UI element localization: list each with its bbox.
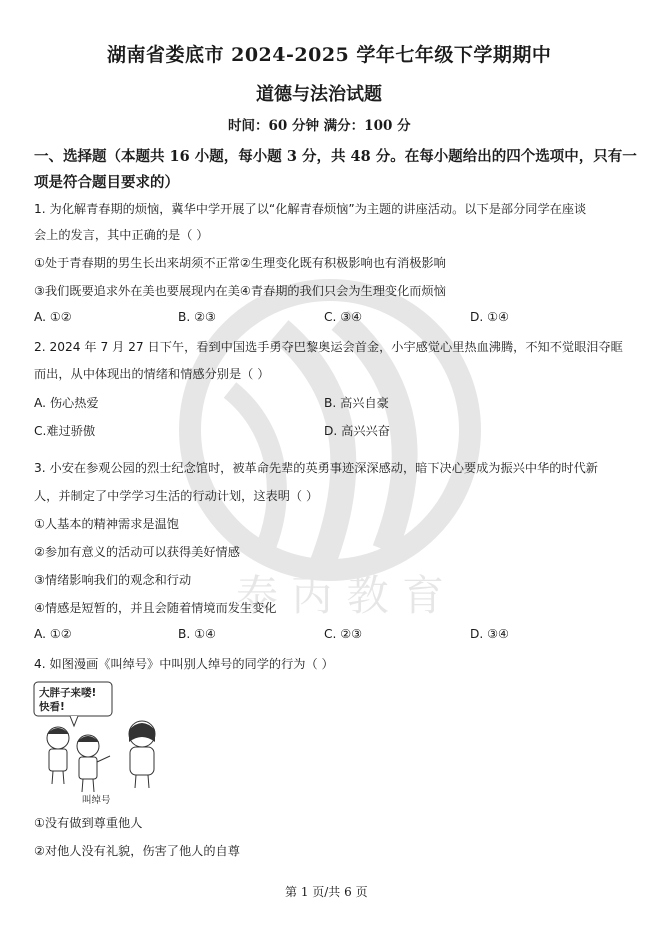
page-subtitle: 道德与法治试题 <box>256 84 382 105</box>
q1-option-b[interactable]: B. ②③ <box>178 310 216 324</box>
q2-stem-line2: 而出，从中体现出的情绪和情感分别是（ ） <box>34 367 270 381</box>
q2-option-b[interactable]: B. 高兴自豪 <box>324 396 389 410</box>
section-heading-line2: 项是符合题目要求的） <box>34 174 179 191</box>
q1-stem-line1: 1. 为化解青春期的烦恼，冀华中学开展了以“化解青春烦恼”为主题的讲座活动。以下是部分同学在座谈 <box>34 202 587 216</box>
page-footer: 第 1 页/共 6 页 <box>285 885 368 899</box>
q3-option-a[interactable]: A. ①② <box>34 627 72 641</box>
exam-time-info: 时间：60 分钟 满分：100 分 <box>228 118 411 134</box>
q3-option-b[interactable]: B. ①④ <box>178 627 216 641</box>
q1-item-line2: ③我们既要追求外在美也要展现内在美④青春期的我们只会为生理变化而烦恼 <box>34 284 446 298</box>
q4-stem: 4. 如图漫画《叫绰号》中叫别人绰号的同学的行为（ ） <box>34 657 334 671</box>
q2-option-c[interactable]: C.难过骄傲 <box>34 424 96 438</box>
q4-item-1: ①没有做到尊重他人 <box>34 816 143 830</box>
q3-stem-line1: 3. 小安在参观公园的烈士纪念馆时，被革命先辈的英勇事迹深深感动，暗下决心要成为振兴中华的时代新 <box>34 461 598 475</box>
cartoon-bubble-line2: 快看! <box>39 701 65 713</box>
q4-item-2: ②对他人没有礼貌，伤害了他人的自尊 <box>34 844 240 858</box>
section-heading-line1: 一、选择题（本题共 16 小题，每小题 3 分，共 48 分。在每小题给出的四个选项中，只有一 <box>34 148 637 165</box>
cartoon-name-calling <box>30 680 170 805</box>
cartoon-caption: 叫绰号 <box>82 795 111 805</box>
q1-option-c[interactable]: C. ③④ <box>324 310 363 324</box>
watermark-text: 泰 丙 教 育 <box>235 571 445 620</box>
q3-item-4: ④情感是短暂的，并且会随着情境而发生变化 <box>34 601 277 615</box>
q1-option-a[interactable]: A. ①② <box>34 310 72 324</box>
q3-option-d[interactable]: D. ③④ <box>470 627 509 641</box>
q3-item-3: ③情绪影响我们的观念和行动 <box>34 573 192 587</box>
q1-option-d[interactable]: D. ①④ <box>470 310 509 324</box>
q1-stem-line2: 会上的发言，其中正确的是（ ） <box>34 228 209 242</box>
q3-stem-line2: 人，并制定了中学学习生活的行动计划，这表明（ ） <box>34 489 319 503</box>
q2-option-d[interactable]: D. 高兴兴奋 <box>324 424 390 438</box>
cartoon-bubble-line1: 大胖子来喽! <box>39 687 97 699</box>
q1-item-line1: ①处于青春期的男生长出来胡须不正常②生理变化既有积极影响也有消极影响 <box>34 256 446 270</box>
q3-option-c[interactable]: C. ②③ <box>324 627 363 641</box>
q2-stem-line1: 2. 2024 年 7 月 27 日下午，看到中国选手勇夺巴黎奥运会首金，小宇感觉心里热血沸腾，不知不觉眼泪夺眶 <box>34 340 623 354</box>
q3-item-1: ①人基本的精神需求是温饱 <box>34 517 179 531</box>
q2-option-a[interactable]: A. 伤心热爱 <box>34 396 99 410</box>
q3-item-2: ②参加有意义的活动可以获得美好情感 <box>34 545 240 559</box>
page-title: 湖南省娄底市 2024-2025 学年七年级下学期期中 <box>107 44 552 66</box>
